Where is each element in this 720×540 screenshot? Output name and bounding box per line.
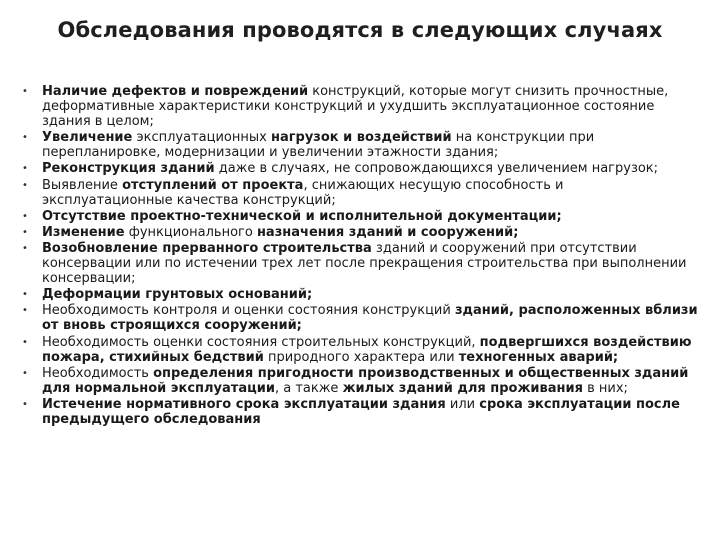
bold-text: определения пригодности производственных и общественных зданий для нормальной эксплуатации bbox=[42, 365, 689, 396]
list-item bbox=[18, 241, 698, 286]
bold-text: Возобновление прерванного строительства bbox=[42, 240, 372, 256]
bullet-icon: • bbox=[22, 398, 28, 410]
list-item bbox=[18, 397, 698, 427]
bold-text: срока эксплуатации после предыдущего обследования bbox=[42, 396, 680, 427]
item-text: Необходимость контроля и оценки состояния конструкций bbox=[42, 303, 455, 319]
list-item bbox=[18, 209, 698, 224]
item-text: Выявление bbox=[42, 177, 123, 193]
bullet-list bbox=[18, 84, 698, 428]
item-text: конструкций, которые могут снизить прочностные, деформативные характеристики конструкций и ухудшить эксплуатационное состояние здания в целом; bbox=[42, 84, 669, 130]
bold-text: жилых зданий для проживания bbox=[342, 380, 583, 396]
item-text: Необходимость bbox=[42, 365, 154, 381]
bold-text: отступлений от проекта bbox=[122, 177, 304, 193]
list-item bbox=[18, 366, 698, 396]
item-text: на конструкции при перепланировке, модернизации и увеличении этажности здания; bbox=[42, 130, 595, 161]
bullet-icon: • bbox=[22, 226, 28, 238]
bullet-icon: • bbox=[22, 336, 28, 348]
item-text: Необходимость оценки состояния строительных конструкций, bbox=[42, 334, 480, 350]
item-text: эксплуатационных bbox=[132, 130, 271, 146]
bold-text: зданий, расположенных вблизи от вновь строящихся сооружений; bbox=[42, 303, 698, 334]
bold-text: Реконструкция зданий bbox=[42, 161, 215, 177]
item-text: в них; bbox=[582, 380, 628, 396]
bold-text: Отсутствие проектно-технической и исполнительной документации; bbox=[42, 208, 562, 224]
bold-text: Наличие дефектов и повреждений bbox=[42, 84, 309, 99]
bullet-icon: • bbox=[22, 289, 28, 301]
bold-text: Истечение нормативного срока эксплуатации здания bbox=[42, 396, 446, 412]
list-item bbox=[18, 225, 698, 240]
bold-text: техногенных аварий; bbox=[458, 349, 619, 365]
bold-text: Деформации грунтовых оснований; bbox=[42, 287, 313, 303]
item-text: , снижающих несущую способность и эксплуатационные качества конструкций; bbox=[42, 177, 564, 208]
list-item bbox=[18, 303, 698, 333]
bullet-icon: • bbox=[22, 210, 28, 222]
bullet-icon: • bbox=[22, 242, 28, 254]
bold-text: Изменение bbox=[42, 224, 125, 240]
list-item bbox=[18, 335, 698, 365]
bullet-icon: • bbox=[22, 305, 28, 317]
item-text: функционального bbox=[124, 224, 257, 240]
list-item bbox=[18, 130, 698, 160]
item-text: , а также bbox=[274, 380, 343, 396]
list-item bbox=[18, 161, 698, 176]
item-text: зданий и сооружений при отсутствии консервации или по истечении трех лет после прекращения строительства при выполнении консервации; bbox=[42, 240, 687, 287]
bullet-icon: • bbox=[22, 163, 28, 175]
item-text: природного характера или bbox=[263, 349, 459, 365]
list-item bbox=[18, 287, 698, 302]
item-text: или bbox=[445, 396, 480, 412]
bold-text: Увеличение bbox=[42, 130, 133, 146]
bullet-icon: • bbox=[22, 367, 28, 379]
bold-text: назначения зданий и сооружений; bbox=[256, 224, 519, 240]
bold-text: подвергшихся воздействию пожара, стихийных бедствий bbox=[42, 334, 692, 365]
bold-text: нагрузок и воздействий bbox=[270, 130, 452, 146]
bullet-icon: • bbox=[22, 179, 28, 191]
bullet-icon: • bbox=[22, 86, 28, 97]
item-text: даже в случаях, не сопровождающихся увеличением нагрузок; bbox=[214, 161, 659, 177]
page-title: Обследования проводятся в следующих случаях bbox=[57, 18, 663, 42]
list-item bbox=[18, 84, 698, 129]
bullet-icon: • bbox=[22, 132, 28, 144]
list-item bbox=[18, 178, 698, 208]
